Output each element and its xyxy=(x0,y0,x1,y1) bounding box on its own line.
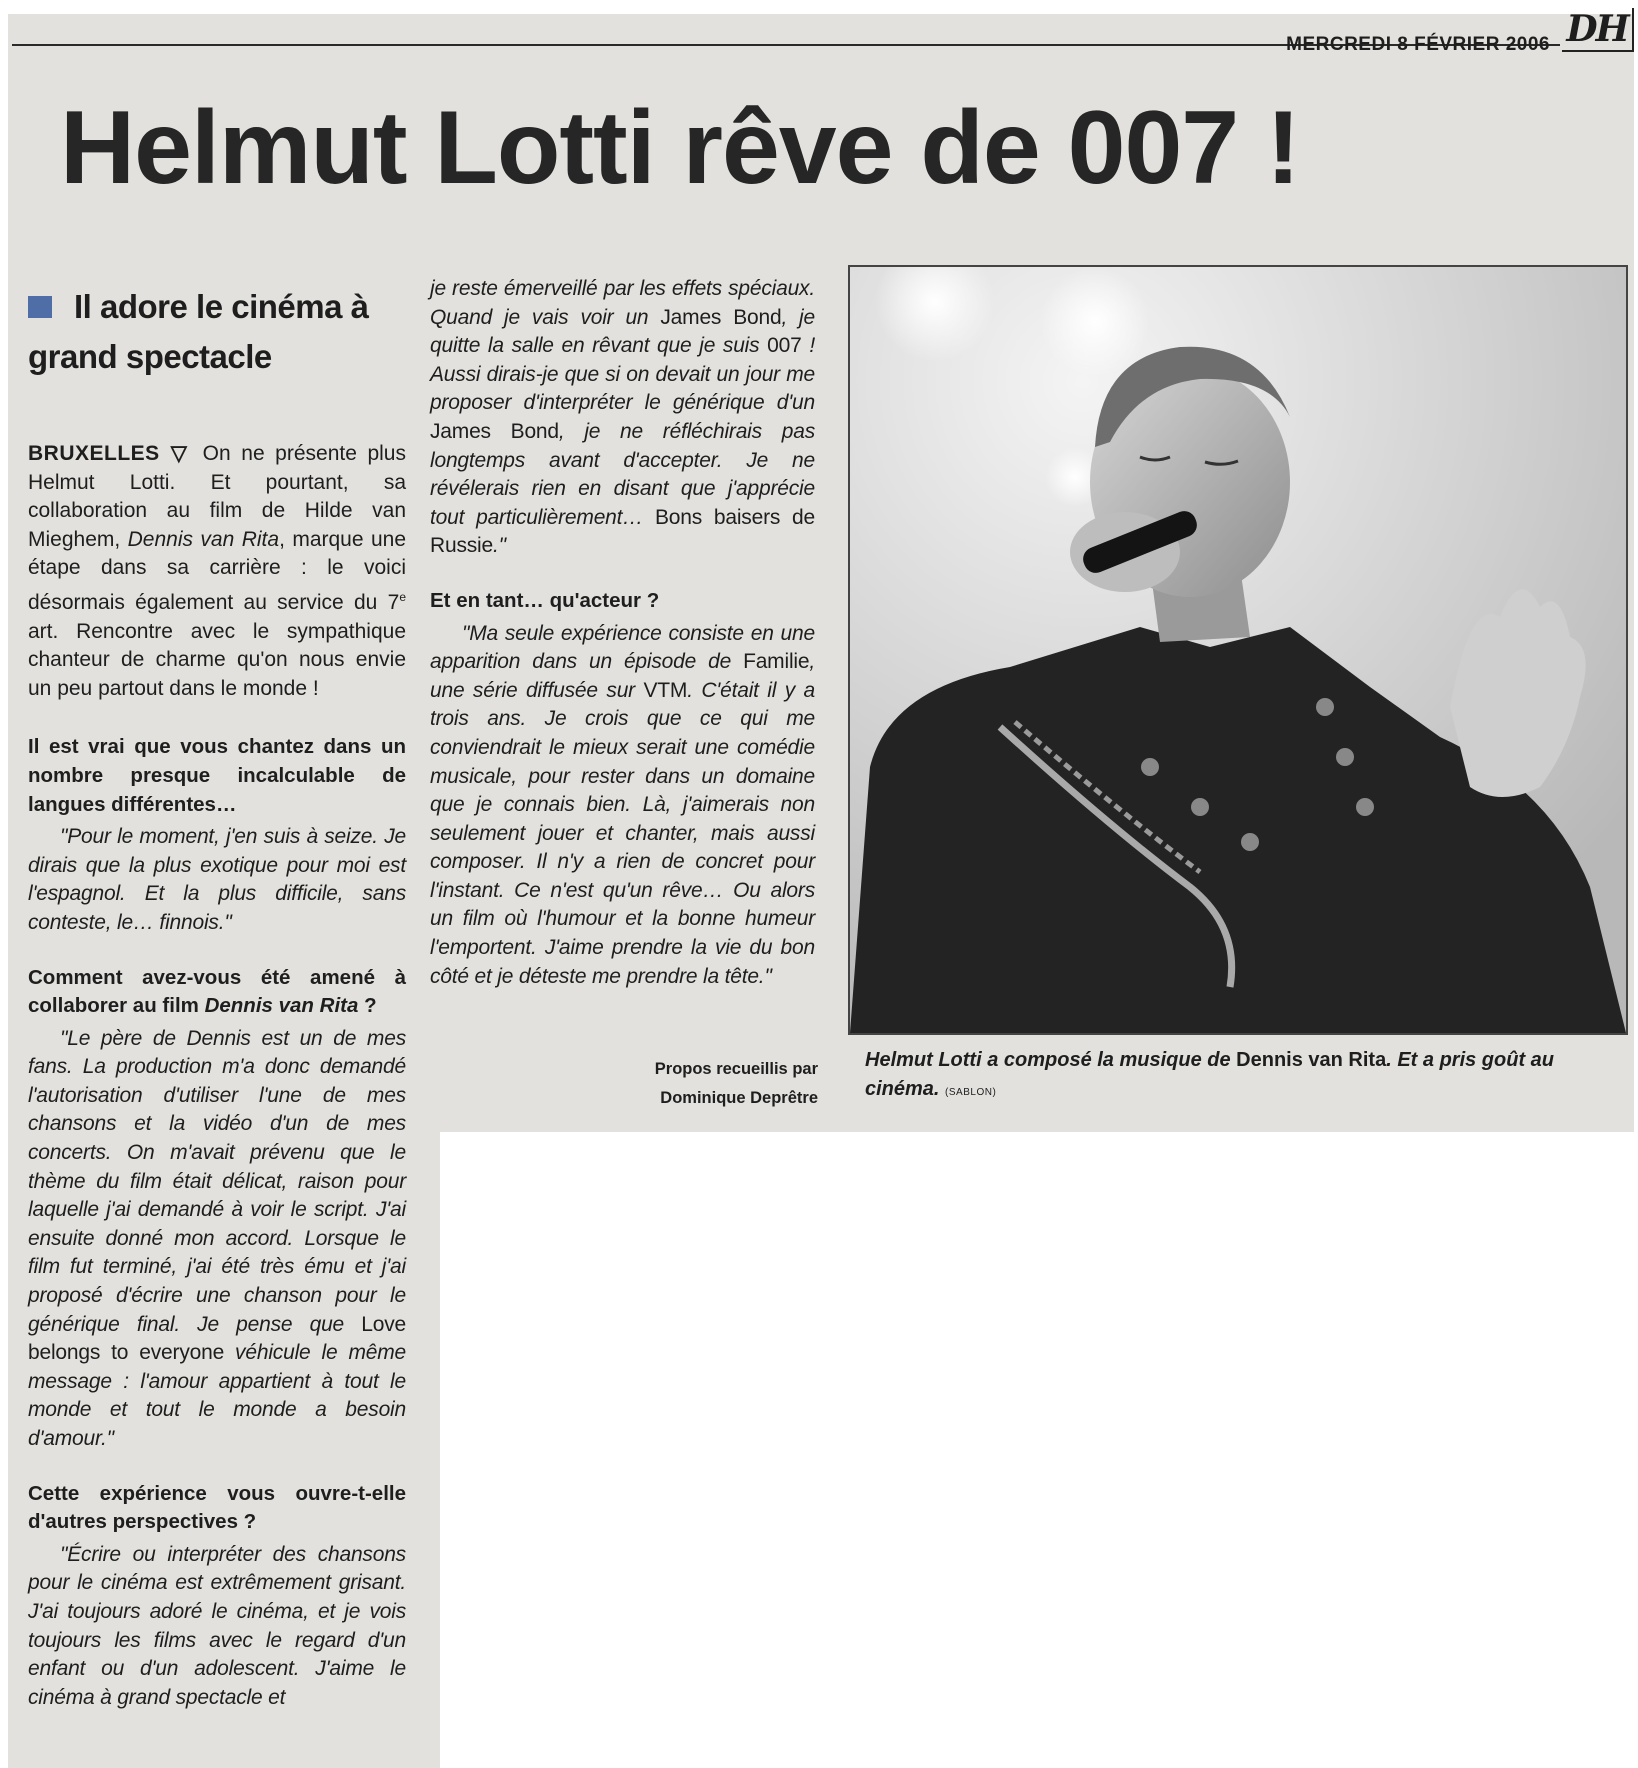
question-2 xyxy=(28,964,406,1021)
film-title: James Bond xyxy=(430,419,559,443)
film-title: 007 xyxy=(767,334,802,358)
answer-4 xyxy=(430,620,815,992)
answer-3-part-2 xyxy=(430,275,815,561)
issue-date: MERCREDI 8 FÉVRIER 2006 xyxy=(1286,34,1550,55)
answer-text: . C'était il y a trois ans. Je crois que ce qui me conviendrait le mieux serait une comédie musicale, pour rester dans un domaine que je connais bien. Là, j'aimerais non seulement jouer et chanter, mais aussi composer. Il n'y a rien de concret pour l'instant. Ce n'est qu'un rêve… Ou alors un film où l'humour et la bonne humeur l'emportent. J'aime prendre la vie du bon côté et je déteste me prendre la tête." xyxy=(430,678,815,988)
question-text: Comment avez-vous été amené à collaborer au film xyxy=(28,965,406,1018)
film-title: Dennis van Rita xyxy=(1236,1049,1387,1071)
question-1: Il est vrai que vous chantez dans un nombre presque incalculable de langues différentes… xyxy=(28,735,406,816)
show-title: Familie xyxy=(743,650,810,674)
film-title: Dennis van Rita xyxy=(127,527,280,551)
singer-photo xyxy=(848,265,1628,1035)
dh-logo: DH xyxy=(1562,8,1634,52)
answer-text: "Le père de Dennis est un de mes fans. La production m'a donc demandé l'autorisation d'utiliser l'une de mes chansons et la vidéo d'un de mes concerts. On m'avait prévenu que le thème du film était délicat, raison pour laquelle j'ai demandé à voir le script. J'ai ensuite donné mon accord. Lorsque le film fut terminé, j'ai été très ému et j'ai proposé d'écrire une chanson pour le générique final. Je pense que xyxy=(28,1026,406,1336)
answer-text: , je quitte la salle en rêvant que je suis xyxy=(430,305,815,358)
answer-text: , une série diffusée sur xyxy=(430,650,815,702)
question-3: Cette expérience vous ouvre-t-elle d'autres perspectives ? xyxy=(28,1481,406,1534)
intro-text: , marque une étape dans sa carrière : le voici désormais également au service du 7 xyxy=(28,527,407,614)
film-title: Bons baisers de Russie xyxy=(430,505,815,558)
answer-3-part-1: "Écrire ou interpréter des chansons pour le cinéma est extrêmement grisant. J'ai toujours adoré le cinéma, et je vois toujours les films avec le regard d'un enfant ou d'un adolescent. J'aime le cinéma à grand spectacle et xyxy=(28,1542,406,1709)
dateline: BRUXELLES ▽ xyxy=(28,442,193,465)
intro-text: On ne présente plus Helmut Lotti. Et pourtant, sa collaboration au film de Hilde van Mieghem, xyxy=(28,442,406,551)
intro-text: art. Rencontre avec le sympathique chanteur de charme qu'on nous envie un peu partout dans le monde ! xyxy=(28,619,406,700)
answer-text: "Ma seule expérience consiste en une apparition dans un épisode de xyxy=(430,621,815,674)
singer-photo-image xyxy=(850,267,1626,1033)
caption-text: . Et a pris goût au cinéma. xyxy=(865,1049,1555,1100)
article-column-1 xyxy=(28,440,406,1712)
answer-text: , je ne réfléchirais pas longtemps avant d'accepter. Je ne révélerais rien en disant que j'apprécie tout particulièrement… xyxy=(430,419,815,529)
answer-text: je reste émerveillé par les effets spéciaux. Quand je vais voir un xyxy=(430,277,815,329)
film-title: James Bond xyxy=(660,305,782,329)
question-text: ? xyxy=(358,994,377,1018)
article-column-2 xyxy=(430,275,815,991)
byline xyxy=(600,1055,818,1113)
answer-2 xyxy=(28,1025,406,1454)
photo-credit: (SABLON) xyxy=(945,1086,997,1098)
byline-author: Dominique Deprêtre xyxy=(660,1089,818,1107)
superscript: e xyxy=(399,589,406,604)
photo-caption xyxy=(865,1046,1615,1107)
kicker-text: Il adore le cinéma à grand spectacle xyxy=(28,288,369,375)
byline-label: Propos recueillis par xyxy=(654,1060,818,1078)
channel-name: VTM xyxy=(643,678,688,702)
answer-text: ." xyxy=(493,534,506,558)
film-title: Dennis van Rita xyxy=(204,994,359,1018)
song-title: Love belongs to everyone xyxy=(28,1312,406,1365)
answer-text: ! Aussi dirais-je que si on devait un jour me proposer d'interpréter le générique d'un xyxy=(430,334,815,415)
headline: Helmut Lotti rêve de 007 ! xyxy=(60,90,1300,206)
caption-text: Helmut Lotti a composé la musique de xyxy=(865,1049,1237,1071)
answer-text: véhicule le même message : l'amour appartient à tout le monde et tout le monde a besoin d'amour." xyxy=(28,1341,406,1450)
intro-paragraph xyxy=(28,440,406,703)
question-4: Et en tant… qu'acteur ? xyxy=(430,588,660,612)
answer-1: "Pour le moment, j'en suis à seize. Je dirais que la plus exotique pour moi est l'espagnol. Et la plus difficile, sans conteste, le… finnois." xyxy=(28,825,406,934)
